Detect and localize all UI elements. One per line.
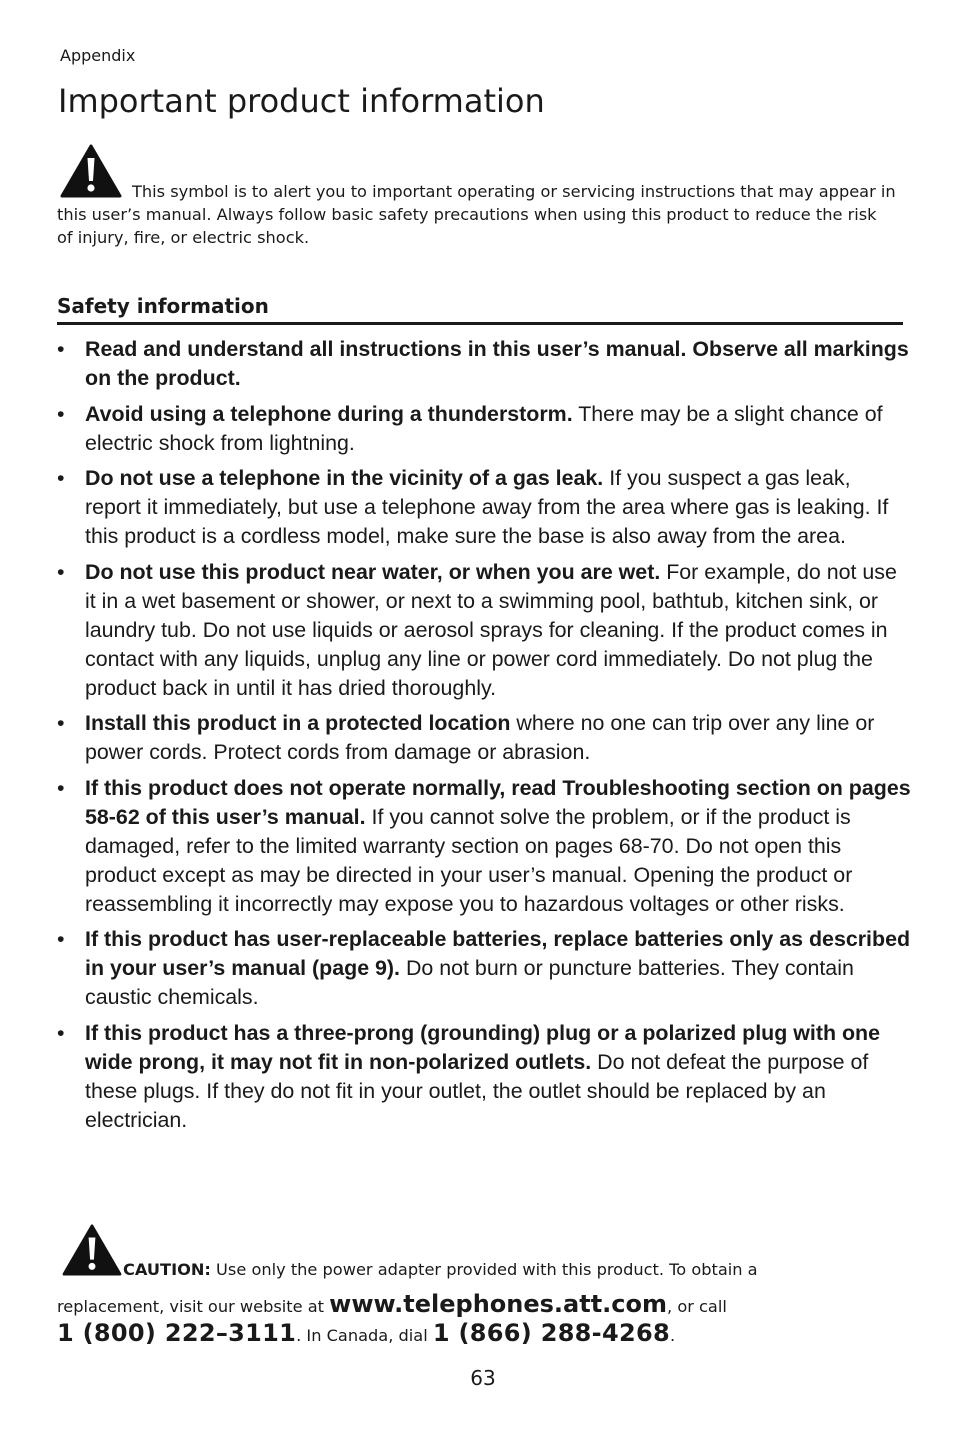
caution-text: . — [669, 1326, 676, 1345]
caution-text: replacement, visit our website at — [57, 1297, 330, 1316]
caution-text: . In Canada, dial — [296, 1326, 433, 1345]
bullet: • — [57, 466, 65, 490]
item-text: Do not burn or puncture batteries. They contain caustic chemicals. — [85, 956, 854, 1009]
list-item — [57, 400, 912, 458]
list-item — [57, 709, 912, 767]
list-item — [57, 774, 912, 919]
section-label: Appendix — [60, 46, 136, 65]
page-title: Important product information — [58, 82, 545, 120]
phone-us: 1 (800) 222–3111 — [57, 1319, 297, 1347]
list-item — [57, 925, 912, 1012]
caution-notice — [57, 1258, 917, 1348]
item-bold: Read and understand all instructions in this user’s manual. Observe all markings on the product. — [85, 337, 909, 390]
item-text: Do not defeat the purpose of these plugs. If they do not fit in your outlet, the outlet should be replaced by an electrician. — [85, 1049, 869, 1132]
bullet: • — [57, 1020, 65, 1045]
list-item — [57, 464, 912, 551]
item-text: If you suspect a gas leak, report it immediately, but use a telephone away from the area where gas is leaking. If this product is a cordless model, make sure the base is also away from the area. — [85, 466, 889, 548]
alert-paragraph — [57, 180, 897, 249]
item-bold: Do not use this product near water, or when you are wet. — [85, 559, 661, 584]
caution-text: Use only the power adapter provided with this product. To obtain a — [210, 1260, 758, 1279]
item-text: There may be a slight chance of electric shock from lightning. — [85, 401, 883, 455]
list-item — [57, 335, 912, 393]
bullet: • — [57, 927, 65, 951]
item-text: where no one can trip over any line or power cords. Protect cords from damage or abrasion. — [85, 711, 875, 764]
item-bold: Install this product in a protected location — [85, 711, 511, 735]
safety-list — [57, 335, 912, 1141]
item-bold: If this product does not operate normally, read Troubleshooting section on pages 58-62 of this user’s manual. — [85, 775, 911, 829]
item-text: For example, do not use it in a wet basement or shower, or next to a swimming pool, bathtub, kitchen sink, or laundry tub. Do not use liquids or aerosol sprays for cleaning. If the product comes in contact with any liquids, unplug any line or power cord immediately. Do not plug the product back in until it has dried thoroughly. — [85, 559, 897, 700]
caution-text: , or call — [667, 1297, 727, 1316]
bullet: • — [57, 775, 65, 800]
phone-canada: 1 (866) 288-4268 — [432, 1319, 670, 1347]
safety-heading: Safety information — [57, 294, 903, 325]
bullet: • — [57, 401, 65, 426]
list-item — [57, 558, 912, 703]
bullet: • — [57, 337, 65, 361]
page-number: 63 — [470, 1366, 496, 1390]
item-text: If you cannot solve the problem, or if the product is damaged, refer to the limited warranty section on pages 68-70. Do not open this product except as may be directed in your user’s manual. Opening the product or reassembling it incorrectly may expose you to hazardous voltages or other risks. — [85, 804, 853, 916]
website-link[interactable]: www.telephones.att.com — [329, 1290, 668, 1318]
item-bold: If this product has user-replaceable batteries, replace batteries only as described in your user’s manual (page 9). — [85, 927, 911, 980]
caution-label: CAUTION: — [123, 1260, 211, 1279]
alert-text: This symbol is to alert you to important operating or servicing instructions that may appear in this user’s manual. Always follow basic safety precautions when using this product to reduce the risk of injury, fire, or electric shock. — [57, 182, 896, 247]
item-bold: If this product has a three-prong (grounding) plug or a polarized plug with one wide prong, it may not fit in non-polarized outlets. — [85, 1020, 880, 1074]
bullet: • — [57, 559, 65, 584]
item-bold: Do not use a telephone in the vicinity of a gas leak. — [85, 466, 604, 490]
list-item — [57, 1019, 912, 1135]
item-bold: Avoid using a telephone during a thunderstorm. — [85, 401, 573, 426]
bullet: • — [57, 711, 65, 735]
